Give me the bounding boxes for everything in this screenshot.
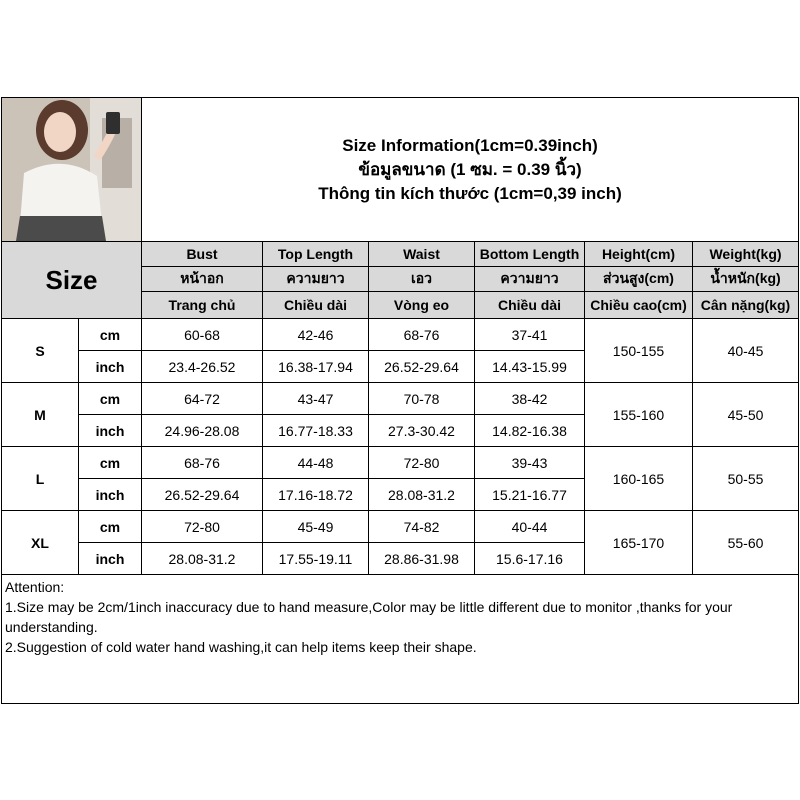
measure-inch: 23.4-26.52	[142, 351, 263, 383]
measure-cm: 42-46	[263, 319, 369, 351]
col-header-vi: Chiều dài	[475, 292, 585, 319]
unit-label-cm: cm	[79, 511, 142, 543]
col-header-en: Waist	[369, 242, 475, 267]
size-row-cm	[2, 383, 799, 415]
measure-inch: 28.86-31.98	[369, 543, 475, 575]
size-table	[1, 97, 799, 704]
col-header-th: ความยาว	[475, 267, 585, 292]
col-header-en: Height(cm)	[585, 242, 693, 267]
col-header-th: เอว	[369, 267, 475, 292]
measure-inch: 16.38-17.94	[263, 351, 369, 383]
measure-cm: 72-80	[142, 511, 263, 543]
col-header-th: น้ำหนัก(kg)	[693, 267, 799, 292]
title-thai: ข้อมูลขนาด (1 ซม. = 0.39 นิ้ว)	[358, 159, 582, 179]
measure-cm: 37-41	[475, 319, 585, 351]
measure-cm: 74-82	[369, 511, 475, 543]
measure-cm: 44-48	[263, 447, 369, 479]
col-header-vi: Vòng eo	[369, 292, 475, 319]
size-name: XL	[2, 511, 79, 575]
col-header-vi: Cân nặng(kg)	[693, 292, 799, 319]
col-header-en: Top Length	[263, 242, 369, 267]
measure-inch: 17.55-19.11	[263, 543, 369, 575]
title-english: Size Information(1cm=0.39inch)	[342, 135, 598, 155]
measure-cm: 39-43	[475, 447, 585, 479]
measure-cm: 68-76	[369, 319, 475, 351]
size-name: L	[2, 447, 79, 511]
size-label: Size	[45, 264, 98, 295]
height-range: 165-170	[585, 511, 693, 575]
unit-label-cm: cm	[79, 319, 142, 351]
size-label-cell	[2, 242, 142, 319]
note-line: Attention:	[5, 579, 65, 595]
note-line: 2.Suggestion of cold water hand washing,it can help items keep their shape.	[5, 639, 477, 655]
col-header-en: Weight(kg)	[693, 242, 799, 267]
measure-inch: 17.16-18.72	[263, 479, 369, 511]
attention-notes	[2, 575, 799, 704]
title-block	[142, 98, 799, 242]
measure-inch: 28.08-31.2	[142, 543, 263, 575]
measure-inch: 14.43-15.99	[475, 351, 585, 383]
unit-label-cm: cm	[79, 383, 142, 415]
col-header-en: Bust	[142, 242, 263, 267]
measure-inch: 26.52-29.64	[142, 479, 263, 511]
col-header-vi: Trang chủ	[142, 292, 263, 319]
size-chart	[1, 97, 798, 703]
measure-inch: 16.77-18.33	[263, 415, 369, 447]
col-header-vi: Chiều cao(cm)	[585, 292, 693, 319]
measure-inch: 24.96-28.08	[142, 415, 263, 447]
measure-inch: 14.82-16.38	[475, 415, 585, 447]
col-header-en: Bottom Length	[475, 242, 585, 267]
col-header-th: ส่วนสูง(cm)	[585, 267, 693, 292]
measure-inch: 27.3-30.42	[369, 415, 475, 447]
weight-range: 55-60	[693, 511, 799, 575]
size-name: S	[2, 319, 79, 383]
product-photo-cell	[2, 98, 142, 242]
note-line: 1.Size may be 2cm/1inch inaccuracy due to hand measure,Color may be little different due to monitor ,thanks for your understanding.	[5, 599, 733, 635]
unit-label-inch: inch	[79, 479, 142, 511]
measure-inch: 15.21-16.77	[475, 479, 585, 511]
measure-inch: 15.6-17.16	[475, 543, 585, 575]
measure-cm: 72-80	[369, 447, 475, 479]
measure-cm: 43-47	[263, 383, 369, 415]
height-range: 155-160	[585, 383, 693, 447]
size-row-cm	[2, 447, 799, 479]
unit-label-cm: cm	[79, 447, 142, 479]
measure-cm: 68-76	[142, 447, 263, 479]
unit-label-inch: inch	[79, 543, 142, 575]
measure-inch: 26.52-29.64	[369, 351, 475, 383]
size-row-cm	[2, 319, 799, 351]
col-header-th: ความยาว	[263, 267, 369, 292]
measure-cm: 60-68	[142, 319, 263, 351]
weight-range: 40-45	[693, 319, 799, 383]
product-photo	[2, 98, 141, 241]
measure-cm: 70-78	[369, 383, 475, 415]
weight-range: 50-55	[693, 447, 799, 511]
measure-cm: 40-44	[475, 511, 585, 543]
size-name: M	[2, 383, 79, 447]
measure-cm: 38-42	[475, 383, 585, 415]
height-range: 160-165	[585, 447, 693, 511]
measure-cm: 64-72	[142, 383, 263, 415]
unit-label-inch: inch	[79, 351, 142, 383]
unit-label-inch: inch	[79, 415, 142, 447]
col-header-th: หน้าอก	[142, 267, 263, 292]
measure-cm: 45-49	[263, 511, 369, 543]
height-range: 150-155	[585, 319, 693, 383]
col-header-vi: Chiều dài	[263, 292, 369, 319]
measure-inch: 28.08-31.2	[369, 479, 475, 511]
title-vietnamese: Thông tin kích thước (1cm=0,39 inch)	[318, 183, 622, 203]
size-row-cm	[2, 511, 799, 543]
weight-range: 45-50	[693, 383, 799, 447]
